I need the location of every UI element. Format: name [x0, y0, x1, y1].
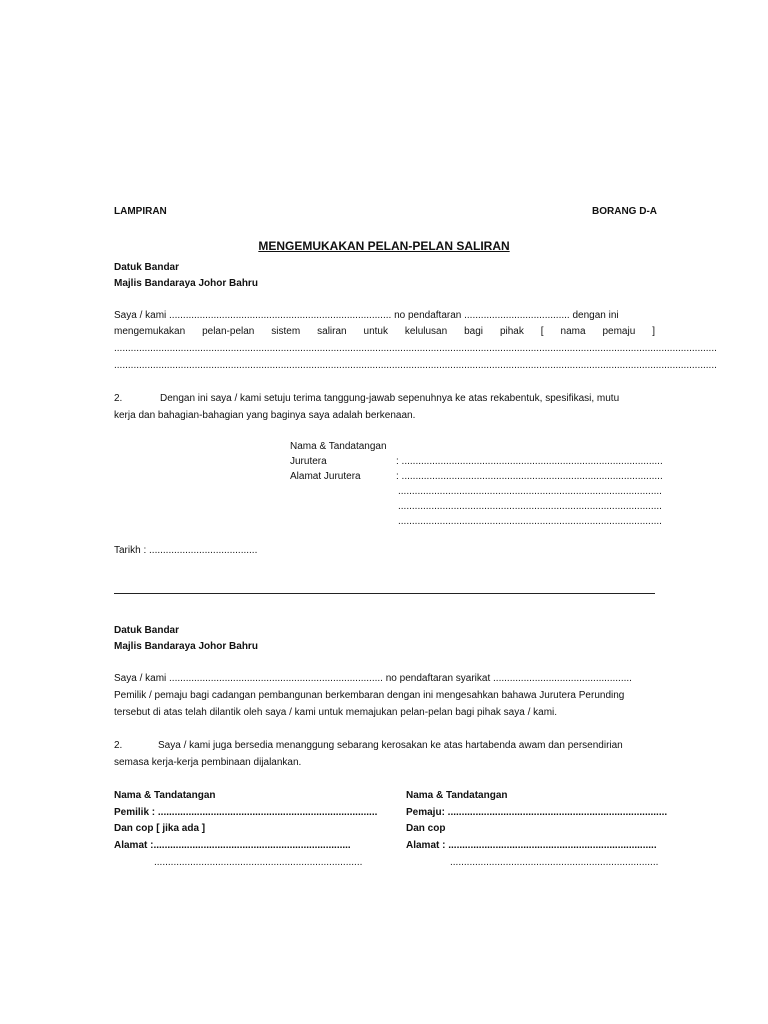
addressee-line2: Majlis Bandaraya Johor Bahru	[114, 278, 258, 289]
owner-stamp-label: Dan cop [ jika ada ]	[114, 823, 206, 834]
part2-para2-line1: Saya / kami juga bersedia menanggung sebarang kerosakan ke atas hartabenda awam dan persendirian	[158, 740, 623, 751]
para1-line4: .........................................................................................................................................................................................................................	[114, 360, 717, 371]
developer-address-field[interactable]: Alamat : ...........................................................................	[406, 840, 657, 851]
developer-signature-heading: Nama & Tandatangan	[406, 790, 508, 801]
developer-field[interactable]: Pemaju: ...............................................................................	[406, 807, 668, 818]
para2-line2: kerja dan bahagian-bahagian yang baginya saya adalah berkenaan.	[114, 410, 416, 421]
document-title: MENGEMUKAKAN PELAN-PELAN SALIRAN	[258, 239, 510, 253]
addressee2-line2: Majlis Bandaraya Johor Bahru	[114, 641, 258, 652]
part2-line1: Saya / kami ............................................................................. no pendaftaran syarikat ..................................................	[114, 673, 632, 684]
para2-line1: Dengan ini saya / kami setuju terima tanggung-jawab sepenuhnya ke atas rekabentuk, spesifikasi, mutu	[160, 393, 620, 404]
addressee-line1: Datuk Bandar	[114, 262, 180, 273]
date-field[interactable]: Tarikh : .......................................	[114, 545, 258, 556]
para1-line3: .........................................................................................................................................................................................................................	[114, 343, 717, 354]
owner-address-field[interactable]: Alamat :.......................................................................	[114, 840, 351, 851]
engineer-address-label: Alamat Jurutera	[290, 471, 361, 482]
para1-line2: mengemukakan pelan-pelan sistem saliran untuk kelulusan bagi pihak [ nama pemaju ]	[114, 326, 655, 337]
lampiran-label: LAMPIRAN	[114, 206, 167, 217]
para2-number: 2.	[114, 393, 123, 404]
owner-signature-heading: Nama & Tandatangan	[114, 790, 216, 801]
section-divider	[114, 593, 655, 594]
engineer-name-field[interactable]: : ..............................................................................................	[396, 456, 663, 467]
owner-address-dots[interactable]: ...........................................................................	[154, 857, 363, 868]
engineer-address-field[interactable]: : ..............................................................................................	[396, 471, 663, 482]
signature-label: Nama & Tandatangan	[290, 441, 387, 452]
part2-line3: tersebut di atas telah dilantik oleh saya / kami untuk memajukan pelan-pelan bagi pihak saya / kami.	[114, 707, 558, 718]
address-dots-2[interactable]: ...............................................................................................	[398, 501, 662, 512]
engineer-label: Jurutera	[290, 456, 327, 467]
part2-para2-line2: semasa kerja-kerja pembinaan dijalankan.	[114, 757, 302, 768]
address-dots-3[interactable]: ...............................................................................................	[398, 516, 662, 527]
owner-field[interactable]: Pemilik : ...............................................................................	[114, 807, 378, 818]
developer-address-dots[interactable]: ...........................................................................	[450, 857, 659, 868]
addressee2-line1: Datuk Bandar	[114, 625, 180, 636]
developer-stamp-label: Dan cop	[406, 823, 446, 834]
part2-para2-number: 2.	[114, 740, 123, 751]
part2-line2: Pemilik / pemaju bagi cadangan pembangunan berkembaran dengan ini mengesahkan bahawa Jurutera Perunding	[114, 690, 625, 701]
form-code: BORANG D-A	[592, 206, 657, 217]
address-dots-1[interactable]: ...............................................................................................	[398, 486, 662, 497]
para1-line1: Saya / kami ................................................................................ no pendaftaran ...................................... dengan ini	[114, 310, 619, 321]
